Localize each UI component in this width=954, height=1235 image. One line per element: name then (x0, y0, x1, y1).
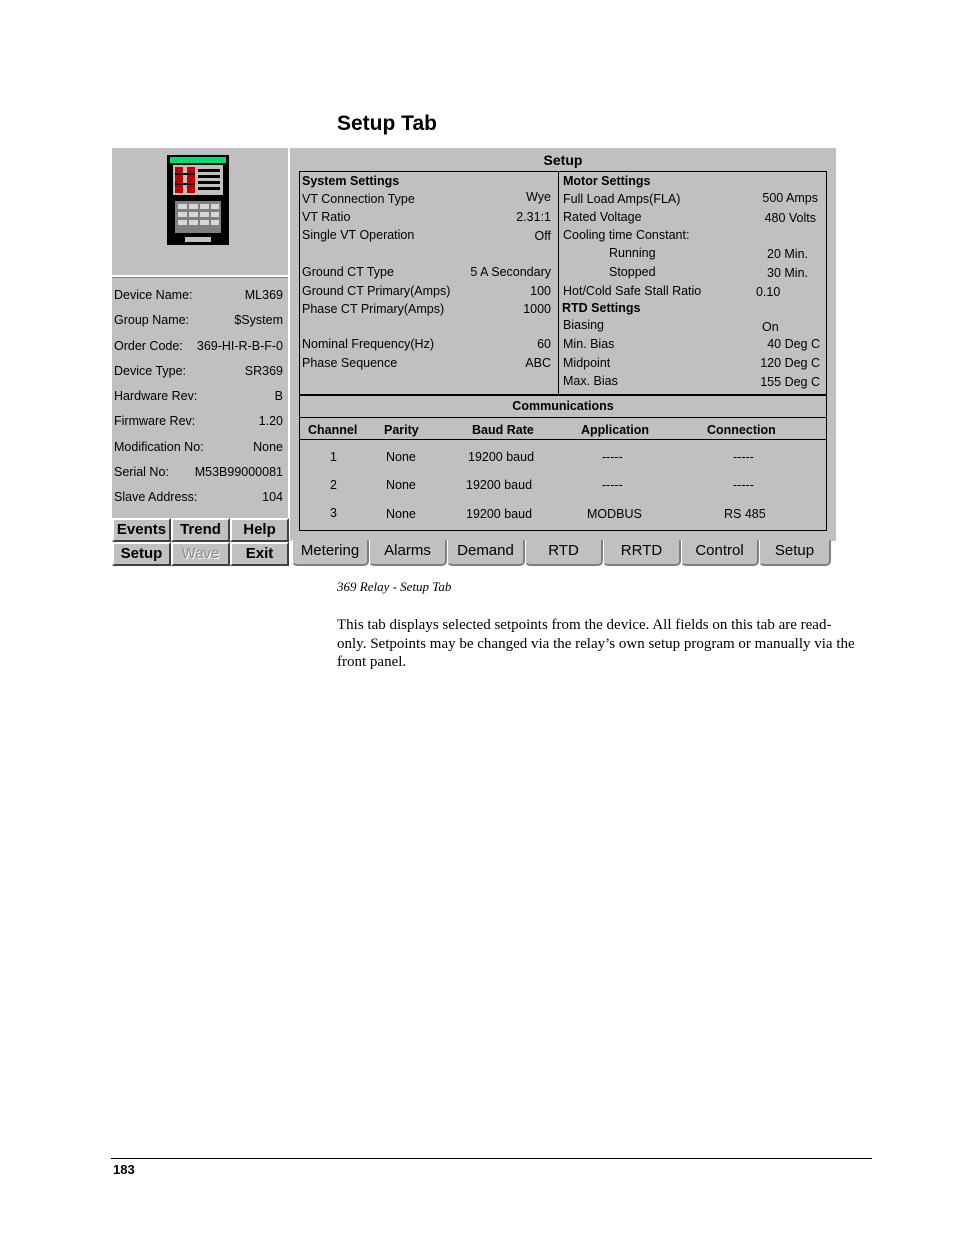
comm-row-2-channel: 2 (330, 478, 337, 492)
min-bias-label: Min. Bias (563, 337, 615, 351)
single-vt-label: Single VT Operation (302, 228, 415, 242)
comm-row-1-channel: 1 (330, 450, 337, 464)
device-name-label: Device Name: (114, 288, 193, 302)
single-vt-value: Off (534, 229, 551, 243)
vt-connection-label: VT Connection Type (302, 192, 415, 206)
comm-row-1-application: ----- (602, 450, 623, 464)
device-name-row (112, 285, 288, 310)
comm-row-1-connection: ----- (733, 450, 754, 464)
body-paragraph: This tab displays selected setpoints from the device. All fields on this tab are read-only. Setpoints may be changed via the relay’s own setup program or manually via the front panel. (337, 617, 855, 670)
tab-metering[interactable]: Metering (292, 540, 369, 566)
order-code-label: Order Code: (114, 338, 183, 353)
settings-divider (558, 172, 559, 394)
modification-no-label: Modification No: (114, 439, 204, 454)
settings-box (299, 171, 827, 395)
device-name-value: ML369 (244, 288, 283, 302)
tab-rrtd[interactable]: RRTD (603, 540, 681, 566)
ground-ct-primary-label: Ground CT Primary(Amps) (302, 284, 451, 298)
serial-no-row (112, 462, 288, 487)
midpoint-value: 120 Deg C (760, 356, 820, 370)
device-image-area (112, 148, 288, 277)
nominal-frequency-label: Nominal Frequency(Hz) (302, 337, 434, 351)
device-info-list (112, 285, 288, 513)
modification-no-row (112, 437, 288, 462)
footer-rule (111, 1158, 872, 1159)
communications-title: Communications (512, 399, 614, 413)
setup-panel (290, 148, 836, 541)
communications-title-divider (300, 417, 826, 418)
slave-address-row (112, 487, 288, 512)
comm-row-3-parity: None (386, 507, 416, 521)
vt-connection-value: Wye (526, 190, 551, 204)
figure-caption: 369 Relay - Setup Tab (337, 579, 452, 594)
hot-cold-ratio-value: 0.10 (756, 285, 781, 299)
min-bias-value: 40 Deg C (767, 337, 820, 351)
cooling-time-label: Cooling time Constant: (563, 228, 690, 242)
ground-ct-primary-value: 100 (530, 284, 551, 298)
firmware-rev-label: Firmware Rev: (114, 414, 196, 429)
phase-ct-primary-label: Phase CT Primary(Amps) (302, 302, 445, 316)
connection-header: Connection (707, 423, 776, 437)
exit-button[interactable]: Exit (230, 542, 289, 566)
group-name-label: Group Name: (114, 313, 190, 328)
wave-button: Wave (171, 542, 230, 566)
slave-address-value: 104 (262, 490, 283, 505)
events-button[interactable]: Events (112, 518, 171, 542)
stopped-value: 30 Min. (767, 266, 808, 280)
ground-ct-type-label: Ground CT Type (302, 265, 394, 279)
tab-control[interactable]: Control (681, 540, 759, 566)
comm-row-2-connection: ----- (733, 478, 754, 492)
hardware-rev-row (112, 386, 288, 411)
order-code-value: 369-HI-R-B-F-0 (196, 338, 283, 353)
comm-row-1-baud: 19200 baud (468, 450, 535, 464)
hardware-rev-label: Hardware Rev: (114, 389, 198, 404)
ground-ct-type-value: 5 A Secondary (470, 265, 551, 279)
device-type-value: SR369 (244, 363, 283, 378)
comm-row-3-connection: RS 485 (724, 507, 766, 521)
comm-row-3-application: MODBUS (587, 507, 642, 521)
rated-voltage-label: Rated Voltage (563, 210, 642, 224)
phase-ct-primary-value: 1000 (523, 302, 551, 316)
setup-panel-title: Setup (543, 152, 583, 168)
trend-button[interactable]: Trend (171, 518, 230, 542)
setup-button[interactable]: Setup (112, 542, 171, 566)
relay-device-icon (167, 155, 229, 245)
running-label: Running (609, 246, 656, 260)
serial-no-label: Serial No: (114, 465, 169, 480)
hardware-rev-value: B (274, 389, 283, 404)
fla-label: Full Load Amps(FLA) (563, 192, 681, 206)
midpoint-label: Midpoint (563, 356, 611, 370)
page-number: 183 (113, 1162, 135, 1177)
comm-row-2-application: ----- (602, 478, 623, 492)
vt-ratio-value: 2.31:1 (516, 210, 551, 224)
phase-sequence-value: ABC (525, 356, 551, 370)
phase-sequence-label: Phase Sequence (302, 356, 398, 370)
max-bias-label: Max. Bias (563, 374, 618, 388)
order-code-row (112, 336, 288, 361)
device-info-panel (112, 148, 288, 566)
running-value: 20 Min. (767, 247, 808, 261)
tab-alarms[interactable]: Alarms (369, 540, 447, 566)
firmware-rev-row (112, 411, 288, 436)
modification-no-value: None (253, 439, 283, 454)
application-header: Application (581, 423, 650, 437)
group-name-row (112, 310, 288, 335)
channel-header: Channel (308, 423, 358, 437)
rated-voltage-value: 480 Volts (764, 211, 816, 225)
communications-box (299, 395, 827, 531)
tab-setup[interactable]: Setup (759, 540, 831, 566)
comm-row-3-baud: 19200 baud (466, 507, 533, 521)
firmware-rev-value: 1.20 (258, 414, 283, 429)
max-bias-value: 155 Deg C (760, 375, 820, 389)
biasing-label: Biasing (563, 318, 604, 332)
tab-bar (290, 540, 836, 568)
comm-row-1-parity: None (386, 450, 416, 464)
help-button[interactable]: Help (230, 518, 289, 542)
system-settings-heading: System Settings (302, 174, 400, 188)
rtd-settings-heading: RTD Settings (562, 301, 641, 315)
comm-row-2-parity: None (386, 478, 416, 492)
comm-row-2-baud: 19200 baud (466, 478, 533, 492)
fla-value: 500 Amps (762, 191, 818, 205)
hot-cold-ratio-label: Hot/Cold Safe Stall Ratio (563, 284, 702, 298)
comm-row-3-channel: 3 (330, 506, 337, 520)
biasing-value: On (762, 320, 779, 334)
stopped-label: Stopped (609, 265, 656, 279)
tab-demand[interactable]: Demand (447, 540, 525, 566)
nominal-frequency-value: 60 (537, 337, 551, 351)
baud-rate-header: Baud Rate (472, 423, 534, 437)
device-type-label: Device Type: (114, 363, 187, 378)
group-name-value: $System (234, 313, 283, 328)
device-type-row (112, 361, 288, 386)
serial-no-value: M53B99000081 (194, 465, 283, 480)
motor-settings-heading: Motor Settings (563, 174, 651, 188)
communications-header-divider (300, 439, 826, 440)
parity-header: Parity (384, 423, 419, 437)
slave-address-label: Slave Address: (114, 490, 198, 505)
tab-rtd[interactable]: RTD (525, 540, 603, 566)
page-heading: Setup Tab (337, 112, 437, 135)
vt-ratio-label: VT Ratio (302, 210, 351, 224)
